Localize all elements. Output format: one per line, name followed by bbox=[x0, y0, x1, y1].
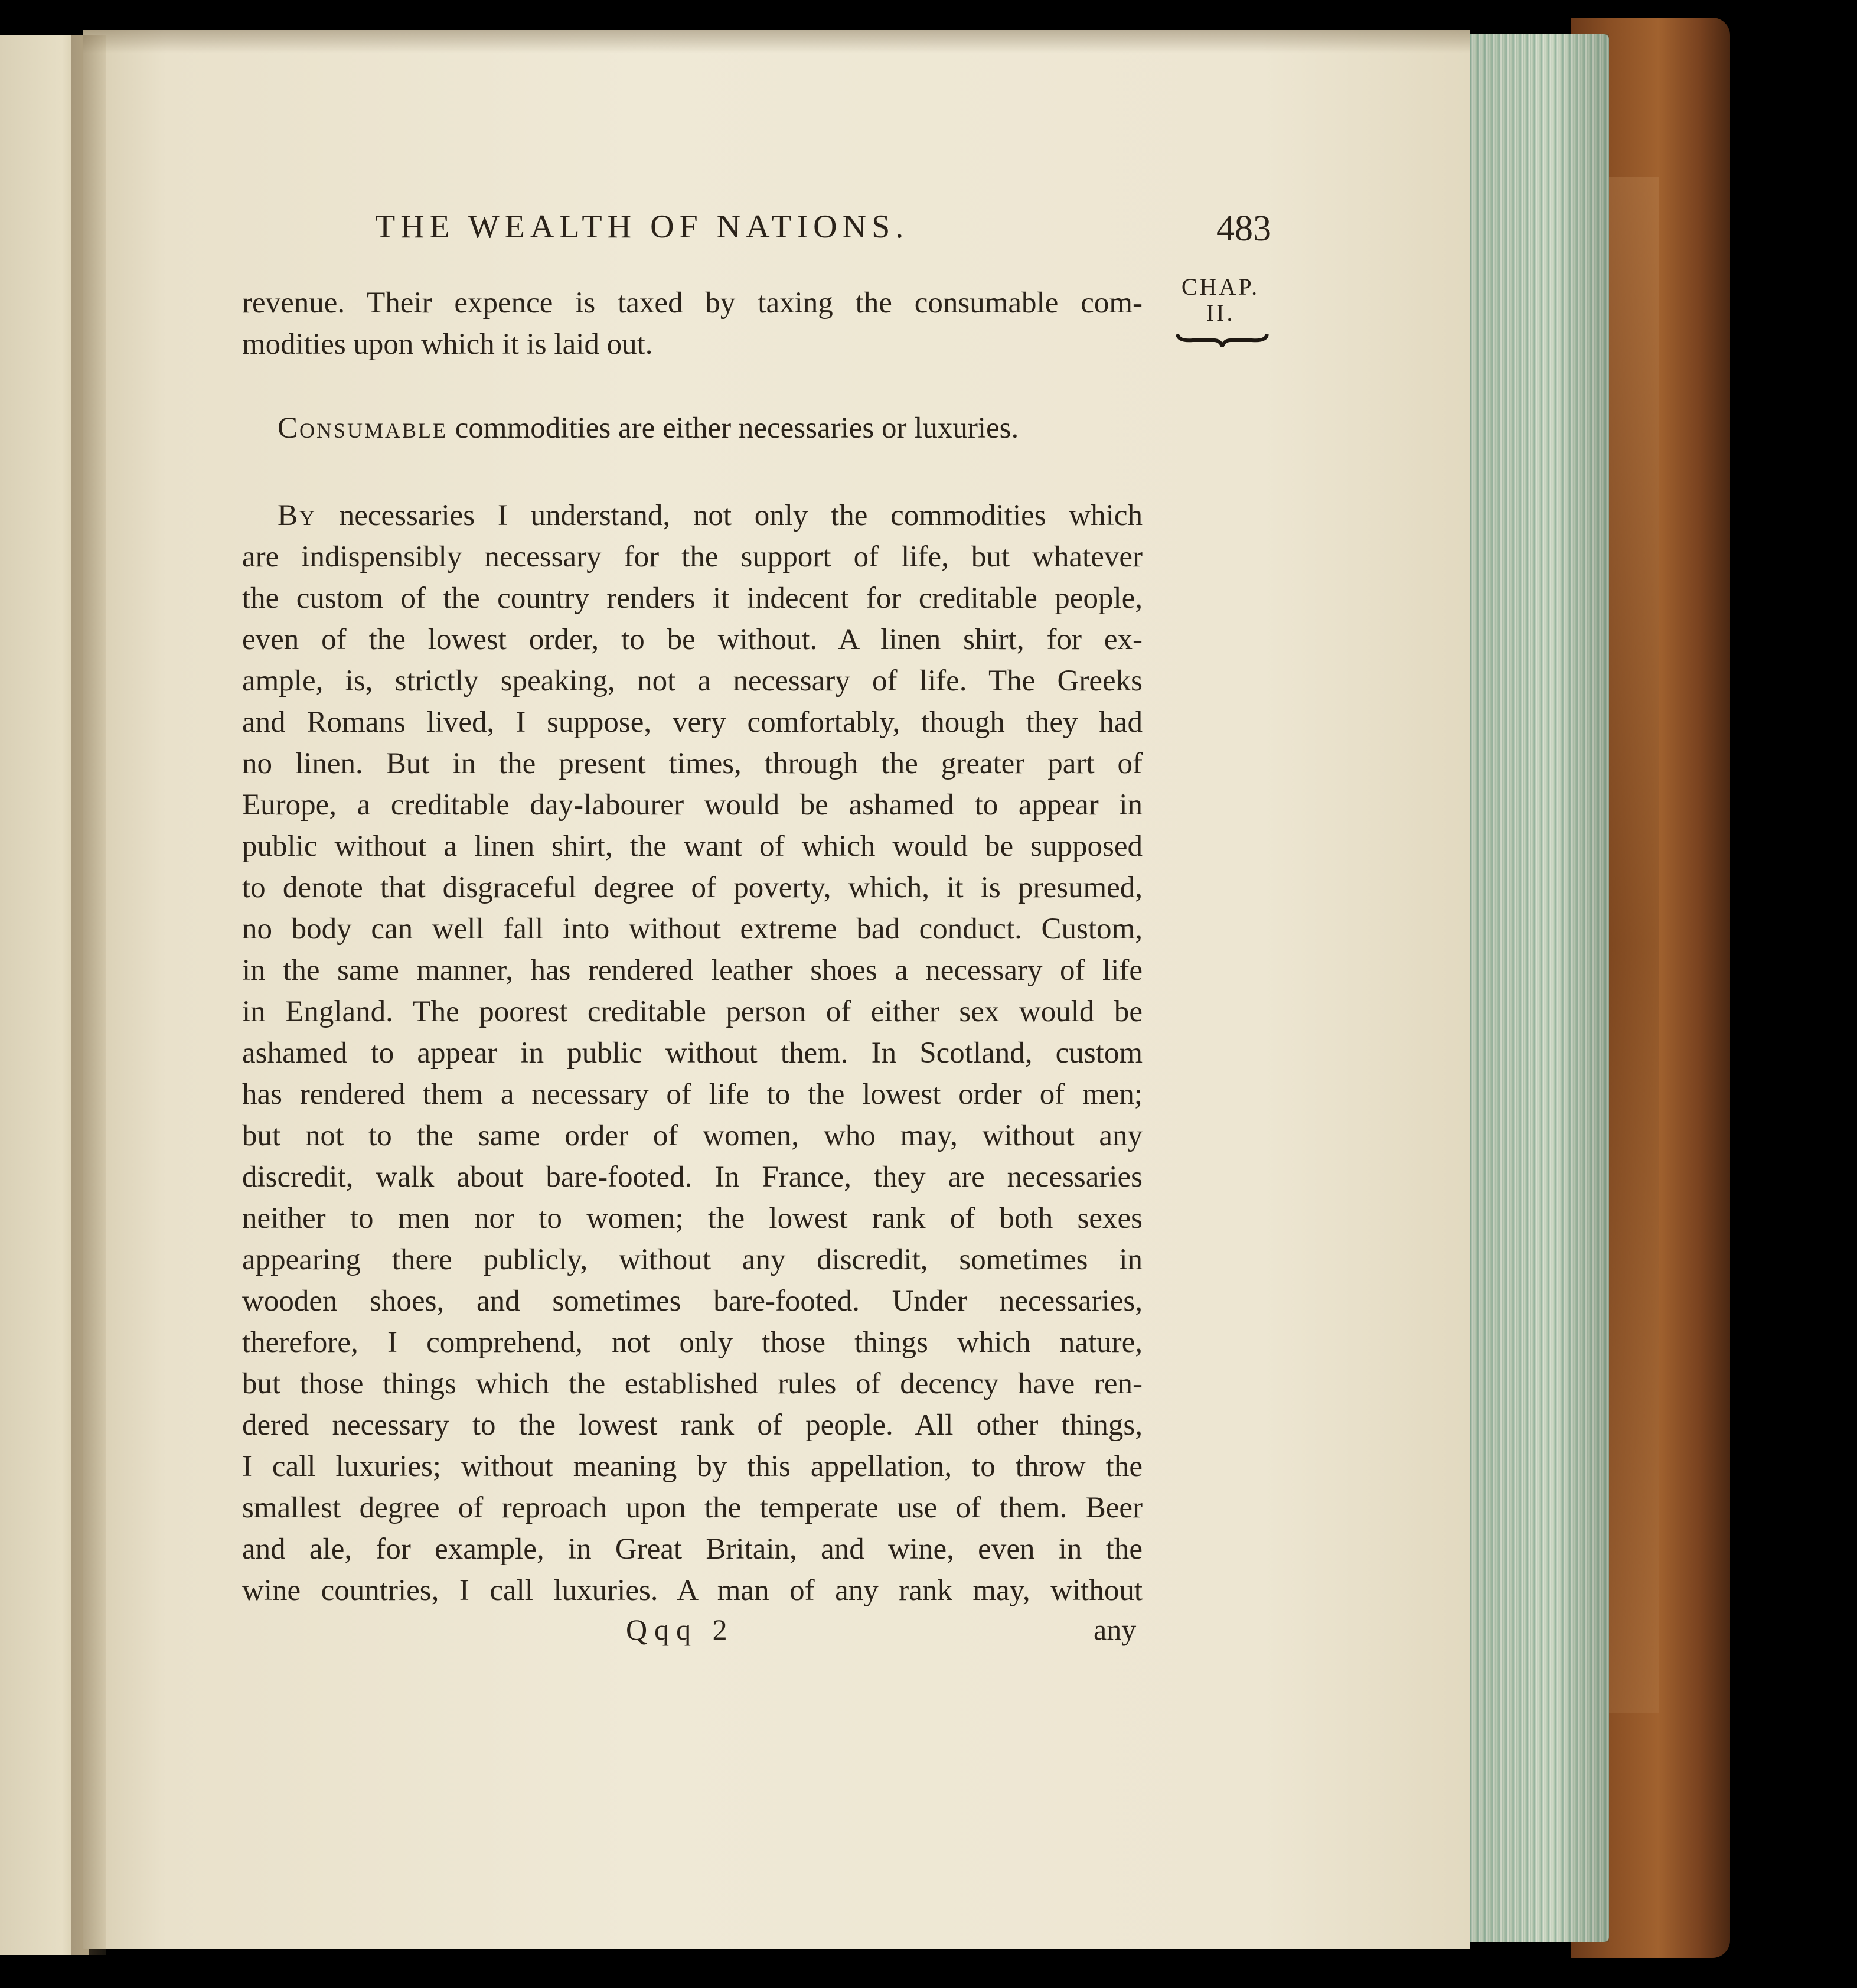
binding-wear bbox=[1606, 177, 1659, 1713]
text-line: the custom of the country renders it indecent for creditable people, bbox=[242, 582, 1143, 615]
brace-ornament bbox=[1175, 330, 1269, 347]
text-line: discredit, walk about bare-footed. In France, they are necessaries bbox=[242, 1161, 1143, 1194]
text-line: but not to the same order of women, who may, without any bbox=[242, 1119, 1143, 1152]
text-line: Europe, a creditable day-labourer would be ashamed to appear in bbox=[242, 788, 1143, 822]
text-line: has rendered them a necessary of life to the lowest order of men; bbox=[242, 1078, 1143, 1111]
text-line: ashamed to appear in public without them. In Scotland, custom bbox=[242, 1037, 1143, 1070]
paragraph-by-necessaries bbox=[278, 495, 1143, 536]
chapter-margin-note bbox=[1164, 274, 1277, 326]
text-line: revenue. Their expence is taxed by taxing the consumable com- bbox=[242, 286, 1143, 320]
text-line: appearing there publicly, without any discredit, sometimes in bbox=[242, 1243, 1143, 1276]
paragraph-consumable bbox=[278, 408, 1092, 449]
text-line: wooden shoes, and sometimes bare-footed. Under necessaries, bbox=[242, 1285, 1143, 1318]
text-line: I call luxuries; without meaning by this appellation, to throw the bbox=[242, 1450, 1143, 1483]
chap-label: CHAP. bbox=[1181, 273, 1260, 300]
page-edges-shade bbox=[1467, 34, 1609, 1942]
text-line: smallest degree of reproach upon the temperate use of them. Beer bbox=[242, 1491, 1143, 1524]
text-line: wine countries, I call luxuries. A man of any rank may, without bbox=[242, 1574, 1143, 1607]
signature-mark: Qqq 2 bbox=[626, 1613, 735, 1646]
text-line: modities upon which it is laid out. bbox=[242, 328, 653, 361]
text-line: neither to men nor to women; the lowest rank of both sexes bbox=[242, 1202, 1143, 1235]
text-line: ample, is, strictly speaking, not a necessary of life. The Greeks bbox=[242, 664, 1143, 698]
lead-in-by: By bbox=[278, 499, 317, 532]
page-number: 483 bbox=[1216, 208, 1271, 249]
text-line: no body can well fall into without extreme bad conduct. Custom, bbox=[242, 912, 1143, 946]
text-line: no linen. But in the present times, through the greater part of bbox=[242, 747, 1143, 780]
running-head: THE WEALTH OF NATIONS. bbox=[375, 208, 909, 245]
text-line: in England. The poorest creditable person of either sex would be bbox=[242, 995, 1143, 1028]
text-line: are indispensibly necessary for the support of life, but whatever bbox=[242, 540, 1143, 573]
page-gutter bbox=[71, 35, 106, 1955]
text-line: in the same manner, has rendered leather shoes a necessary of life bbox=[242, 954, 1143, 987]
catchword: any bbox=[1094, 1613, 1137, 1646]
text-line: therefore, I comprehend, not only those things which nature, bbox=[242, 1326, 1143, 1359]
text-line: but those things which the established rules of decency have ren- bbox=[242, 1367, 1143, 1400]
text-line: commodities are either necessaries or luxuries. bbox=[455, 412, 1019, 445]
chap-number: II. bbox=[1206, 299, 1235, 326]
text-line: public without a linen shirt, the want of which would be supposed bbox=[242, 830, 1143, 863]
text-line: even of the lowest order, to be without. A linen shirt, for ex- bbox=[242, 623, 1143, 656]
lead-in-consumable: Consumable bbox=[278, 412, 448, 445]
text-line: and Romans lived, I suppose, very comfortably, though they had bbox=[242, 706, 1143, 739]
text-line: and ale, for example, in Great Britain, and wine, even in the bbox=[242, 1533, 1143, 1566]
page-top-shadow bbox=[83, 30, 1470, 53]
text-line: necessaries I understand, not only the commodities which bbox=[339, 499, 1143, 532]
text-line: dered necessary to the lowest rank of people. All other things, bbox=[242, 1409, 1143, 1442]
text-line: to denote that disgraceful degree of poverty, which, it is presumed, bbox=[242, 871, 1143, 904]
